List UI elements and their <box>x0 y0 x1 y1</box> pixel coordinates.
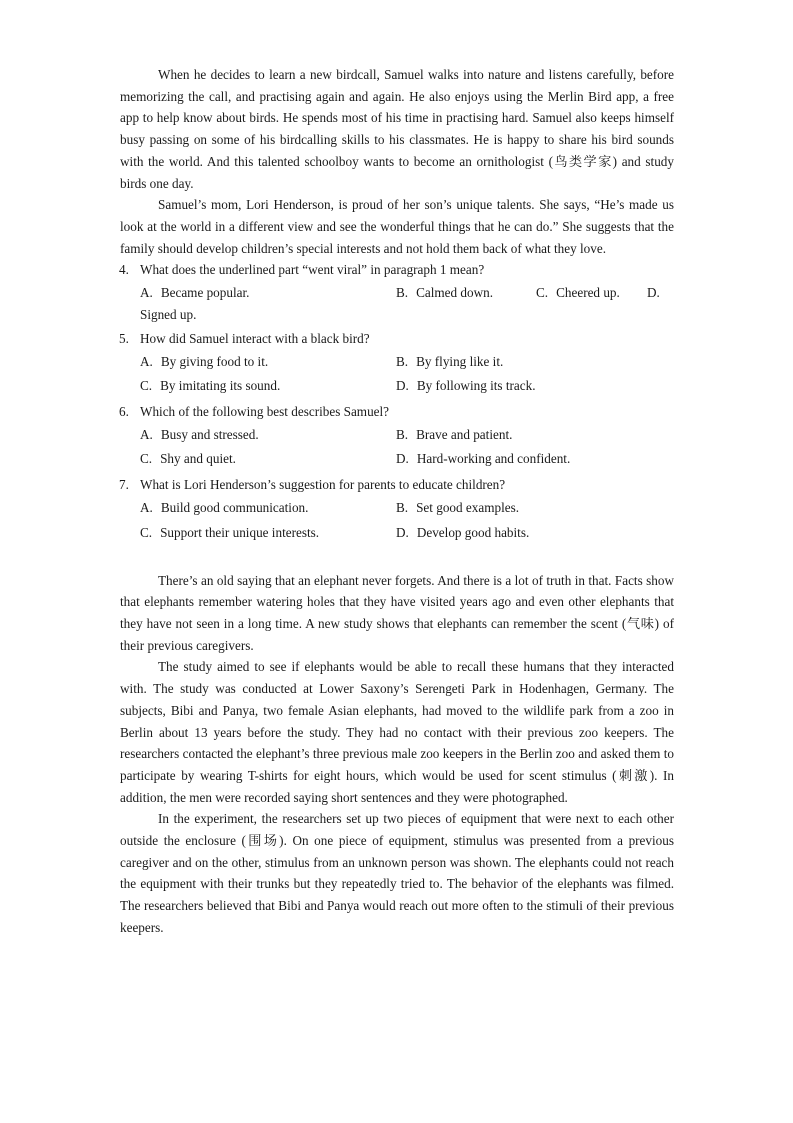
option-label: C. <box>140 524 153 540</box>
option-text: By following its track. <box>416 378 536 394</box>
option-b[interactable] <box>396 423 512 448</box>
option-a[interactable] <box>140 350 268 375</box>
question-7 <box>120 474 674 545</box>
option-text: By flying like it. <box>416 353 504 369</box>
option-label: A. <box>140 426 153 442</box>
option-d-label[interactable]: D. <box>647 285 660 301</box>
question-6 <box>120 401 674 472</box>
document-page <box>120 64 674 939</box>
option-c[interactable] <box>140 374 280 399</box>
option-label: A. <box>140 353 153 369</box>
option-d[interactable] <box>396 374 536 399</box>
passage-paragraph: When he decides to learn a new birdcall, Samuel walks into nature and listens carefully, before memorizing the call, and practising again and again. He also enjoys using the Merlin Bird app, a free app to help know about birds. He spends most of his time in practising hard. Samuel also keeps himself busy passing on some of his birdcalling skills to his classmates. He is happy to share his bird sounds with the world. And this talented schoolboy wants to become an ornithologist (鸟类学家) and study birds one day. <box>120 67 674 191</box>
question-stem: What does the underlined part “went viral” in paragraph 1 mean? <box>140 262 485 278</box>
option-label: A. <box>140 285 153 301</box>
question-number: 5. <box>119 331 129 347</box>
options-row <box>120 521 674 546</box>
option-text: Hard-working and confident. <box>416 451 571 467</box>
option-c[interactable] <box>536 281 620 306</box>
option-label: B. <box>396 285 409 301</box>
option-text: Cheered up. <box>556 285 620 301</box>
option-text: Support their unique interests. <box>160 524 320 540</box>
option-text: Brave and patient. <box>416 426 513 442</box>
option-label: B. <box>396 426 409 442</box>
options-row <box>120 423 674 448</box>
option-text: Develop good habits. <box>416 524 530 540</box>
option-label: D. <box>396 451 409 467</box>
question-stem: What is Lori Henderson’s suggestion for parents to educate children? <box>140 477 506 493</box>
question-4 <box>120 259 674 325</box>
option-text: Became popular. <box>160 285 250 301</box>
section-spacer <box>120 548 674 570</box>
question-number: 4. <box>119 262 129 278</box>
passage-paragraph: In the experiment, the researchers set up two pieces of equipment that were next to each other outside the enclosure (围场). On one piece of equipment, stimulus was presented from a previous caregiver and on the other, stimulus from an unknown person was shown. The elephants could not reach the equipment with their trunks but they repeatedly tried to. The behavior of the elephants was filmed. The researchers believed that Bibi and Panya would reach out more often to the stimuli of their previous keepers. <box>120 811 674 935</box>
option-a[interactable] <box>140 423 259 448</box>
option-a[interactable] <box>140 281 249 306</box>
option-a[interactable] <box>140 496 308 521</box>
passage-paragraph: Samuel’s mom, Lori Henderson, is proud of her son’s unique talents. She says, “He’s made us look at the world in a different view and see the wonderful things that he can do.” She suggests that the family should develop children’s special interests and not hold them back of what they love. <box>120 197 674 256</box>
passage-paragraph: There’s an old saying that an elephant never forgets. And there is a lot of truth in that. Facts show that elephants remember watering holes that they have visited years ago and even other elephants that they have not seen in a long time. A new study shows that elephants can remember the scent (气味) of their previous caregivers. <box>120 572 674 653</box>
option-c[interactable] <box>140 447 236 472</box>
options-row <box>120 496 674 521</box>
option-text: Calmed down. <box>416 285 494 301</box>
option-label: A. <box>140 500 153 516</box>
question-stem: How did Samuel interact with a black bird? <box>140 331 370 347</box>
options-row <box>120 350 674 375</box>
option-b[interactable] <box>396 281 493 306</box>
option-b[interactable] <box>396 496 519 521</box>
options-row <box>120 374 674 399</box>
question-stem: Which of the following best describes Samuel? <box>140 404 390 420</box>
option-text: Busy and stressed. <box>160 426 259 442</box>
option-c[interactable] <box>140 521 319 546</box>
option-text: By giving food to it. <box>160 353 269 369</box>
option-d[interactable] <box>396 447 570 472</box>
option-text: Shy and quiet. <box>160 451 236 467</box>
option-label: C. <box>140 378 153 394</box>
option-label: D. <box>396 378 409 394</box>
option-text: Build good communication. <box>160 500 309 516</box>
option-d[interactable] <box>396 521 529 546</box>
option-b[interactable] <box>396 350 503 375</box>
options-row <box>120 281 674 306</box>
option-d-text[interactable]: Signed up. <box>140 306 197 322</box>
question-number: 7. <box>119 477 129 493</box>
options-row <box>120 447 674 472</box>
question-number: 6. <box>119 404 129 420</box>
question-5 <box>120 328 674 399</box>
option-label: B. <box>396 353 409 369</box>
passage-paragraph: The study aimed to see if elephants would be able to recall these humans that they interacted with. The study was conducted at Lower Saxony’s Serengeti Park in Hodenhagen, Germany. The subjects, Bibi and Panya, two female Asian elephants, had moved to the wildlife park from a zoo in Berlin about 13 years before the study. They had no contact with their previous zoo keepers. The researchers contacted the elephant’s three previous male zoo keepers in the Berlin zoo and asked them to participate by wearing T-shirts for eight hours, which would be used for scent stimulus (刺激). In addition, the men were recorded saying short sentences and they were photographed. <box>120 659 674 805</box>
option-label: B. <box>396 500 409 516</box>
option-text: Set good examples. <box>416 500 520 516</box>
passage-samuel <box>120 64 674 259</box>
option-label: C. <box>140 451 153 467</box>
option-text: By imitating its sound. <box>160 378 281 394</box>
option-label: D. <box>396 524 409 540</box>
passage-elephants <box>120 570 674 939</box>
option-label: C. <box>536 285 549 301</box>
